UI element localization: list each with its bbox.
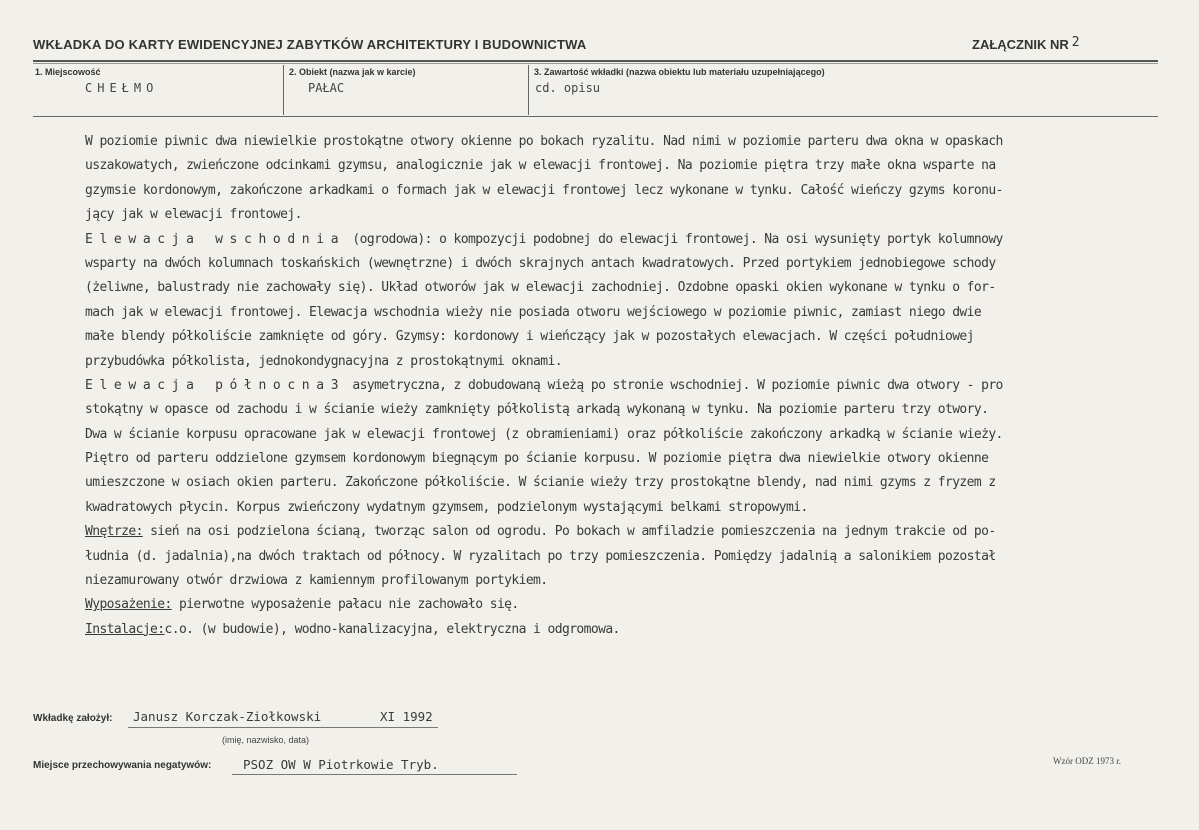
field-object-value: PAŁAC [308,81,345,95]
field-content [528,65,1157,115]
header-rule-thin [33,63,1158,64]
field-locality-value: CHEŁMO [85,81,159,95]
body-line: kwadratowych płycin. Korpus zwieńczony wydatnym gzymsem, podzielonym wystającymi belkami stropowymi. [85,499,808,515]
author-hint: (imię, nazwisko, data) [222,735,310,745]
body-line: mach jak w elewacji frontowej. Elewacja wschodnia wieży nie posiada otworu wejściowego w poziomie piwnic, zamiast niego dwie [85,304,982,320]
author-value: Janusz Korczak-Ziołkowski [133,709,322,724]
body-line: jący jak w elewacji frontowej. [85,207,302,223]
body-line: E l e w a c j a w s c h o d n i a (ogrodowa): o kompozycji podobnej do elewacji frontowej. Na osi wysunięty portyk kolumnowy [85,231,1003,247]
negatives-underline [232,774,517,775]
body-line: przybudówka półkolista, jednokondygnacyjna z prostokątnymi oknami. [85,353,562,369]
field-content-value: cd. opisu [535,81,601,95]
body-line-text: pierwotne wyposażenie pałacu nie zachowało się. [178,597,519,613]
author-label: Wkładkę założył: [33,713,113,724]
body-line-installations [85,618,1145,642]
fields-rule [33,116,1158,117]
annex-label-text: ZAŁĄCZNIK NR [972,37,1069,52]
body-line: łudnia (d. jadalnia),na dwóch traktach od północy. W ryzalitach po trzy pomieszczenia. Pomiędzy jadalnią a salonikiem pozostał [85,548,996,564]
field-content-label: 3. Zawartość wkładki (nazwa obiektu lub materiału uzupełniającego) [534,67,825,77]
body-line: stokątny w opasce od zachodu i w ścianie wieży zamknięty półkolistą arkadą wykonaną w tynku. Na poziomie parteru trzy otwory. [85,402,989,418]
document-title: WKŁADKA DO KARTY EWIDENCYJNEJ ZABYTKÓW ARCHITEKTURY I BUDOWNICTWA [33,37,587,52]
body-line: wsparty na dwóch kolumnach toskańskich (wewnętrzne) i dwóch skrajnych antach kwadratowych. Przed portykiem jednobiegowe schody [85,255,996,271]
field-object [283,65,527,115]
body-line-text: sień na osi podzielona ścianą, tworząc salon od ogrodu. Po bokach w amfiladzie pomieszczenia na jednym trakcie od po- [150,524,996,540]
body-line-interior [85,520,1145,544]
heading-installations: Instalacje: [85,621,165,637]
body-line: (żeliwne, balustrady nie zachowały się). Układ otworów jak w elewacji zachodniej. Ozdobne opaski okien wykonane w tynku o for- [85,280,996,296]
fields-row [33,65,1158,117]
field-object-label: 2. Obiekt (nazwa jak w karcie) [289,67,416,77]
body-line: małe blendy półkoliście zamknięte od góry. Gzymsy: kordonowy i wieńczący jak w pozostałych elewacjach. W części południowej [85,329,974,345]
annex-number: 2 [1071,35,1080,50]
description-body [85,130,1145,642]
body-line: Piętro od parteru oddzielone gzymsem kordonowym biegnącym po ścianie korpusu. W poziomie piętra dwa niewielkie otwory okienne [85,451,989,467]
body-line: W poziomie piwnic dwa niewielkie prostokątne otwory okienne po bokach ryzalitu. Nad nimi w poziomie parteru dwa okna w opaskach [85,134,1003,149]
negatives-value: PSOZ OW W Piotrkowie Tryb. [243,757,439,772]
annex-label [972,37,1080,53]
header-rule [33,60,1158,62]
body-line-furnishings [85,593,1145,617]
date-value: XI 1992 [380,709,433,724]
body-line: niezamurowany otwór drzwiowa z kamiennym profilowanym portykiem. [85,573,548,589]
heading-furnishings: Wyposażenie: [85,597,172,613]
body-line: E l e w a c j a p ó ł n o c n a 3 asymetryczna, z dobudowaną wieżą po stronie wschodniej. W poziomie piwnic dwa otwory - pro [85,377,1003,393]
heading-interior: Wnętrze: [85,524,143,540]
template-note: Wzór ODZ 1973 r. [1053,756,1121,766]
body-line: gzymsie kordonowym, zakończone arkadkami o formach jak w elewacji frontowej lecz wykonane w tynku. Całość wieńczy gzyms koronu- [85,182,1003,198]
body-line-text: c.o. (w budowie), wodno-kanalizacyjna, elektryczna i odgromowa. [164,621,620,637]
field-locality [33,65,281,115]
negatives-label: Miejsce przechowywania negatywów: [33,760,212,771]
field-locality-label: 1. Miejscowość [35,67,101,77]
body-line: umieszczone w osiach okien parteru. Zakończone półkoliście. W ścianie wieży trzy prostokątne blendy, nad nimi gzyms z fryzem z [85,475,996,491]
body-line: uszakowatych, zwieńczone odcinkami gzymsu, analogicznie jak w elewacji frontowej. Na poziomie piętra trzy małe okna wsparte na [85,158,996,174]
author-underline [128,727,438,728]
body-line: Dwa w ścianie korpusu opracowane jak w elewacji frontowej (z obramieniami) oraz półkoliście zakończony arkadką w ścianie wieży. [85,426,1003,442]
